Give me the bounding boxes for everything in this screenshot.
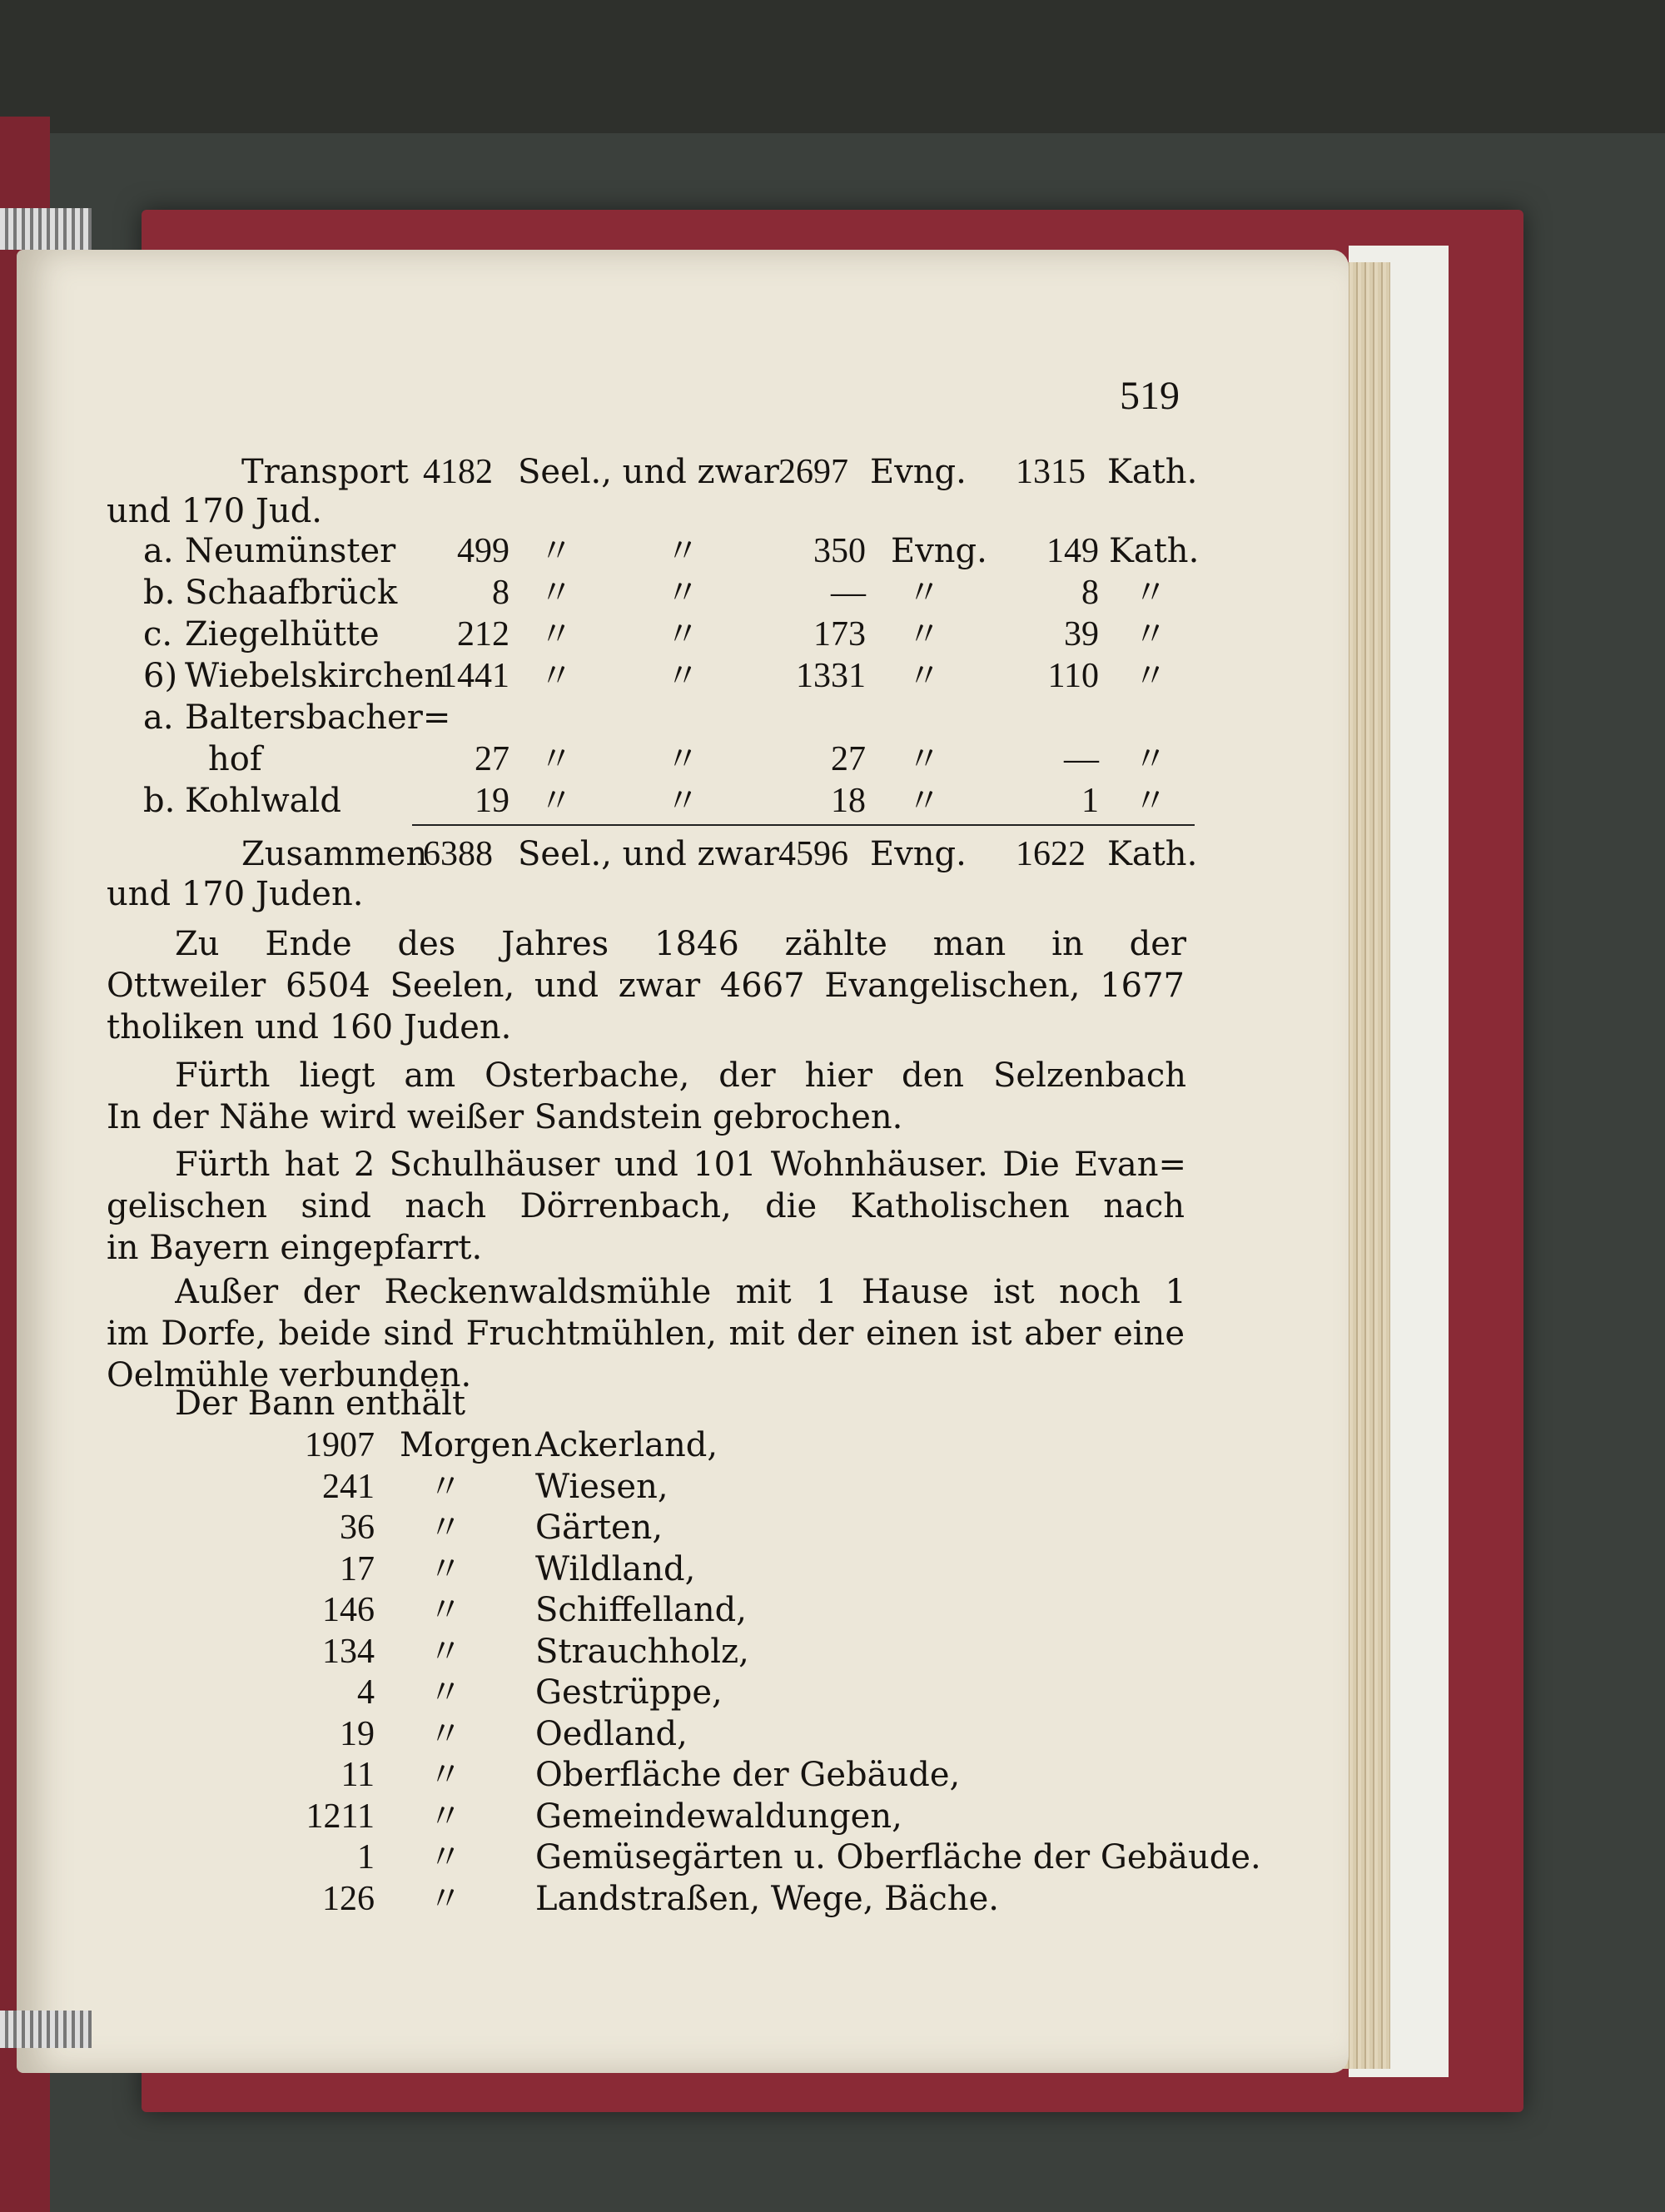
land-name: Gärten, bbox=[535, 1509, 664, 1547]
row-name: Neumünster bbox=[185, 532, 396, 570]
row-total: 1441 bbox=[440, 657, 509, 695]
row-kath-sep: 〃 bbox=[1134, 782, 1167, 820]
row-evng: 27 bbox=[831, 740, 866, 778]
row-evng-sep: 〃 bbox=[907, 782, 941, 820]
row-evng: — bbox=[831, 574, 866, 612]
summary-unit: Seel., und zwar bbox=[518, 835, 779, 873]
row-name: hof bbox=[208, 740, 262, 778]
land-name: Oedland, bbox=[535, 1714, 688, 1753]
land-unit: 〃 bbox=[429, 1467, 462, 1506]
row-ditto-1: 〃 bbox=[539, 574, 573, 612]
land-name: Gestrüppe, bbox=[535, 1673, 723, 1712]
row-kath-sep: 〃 bbox=[1134, 740, 1167, 778]
row-total: 8 bbox=[492, 574, 509, 612]
row-name: Ziegelhütte bbox=[185, 615, 380, 654]
land-amount: 241 bbox=[322, 1467, 375, 1506]
transport-kath-label: Kath. bbox=[1107, 453, 1198, 491]
transport-total: 4182 bbox=[423, 453, 493, 491]
land-unit: 〃 bbox=[429, 1549, 462, 1588]
paragraph-line: tholiken und 160 Juden. bbox=[107, 1008, 512, 1046]
row-total: 212 bbox=[457, 615, 509, 654]
paragraph-line: im Dorfe, beide sind Fruchtmühlen, mit der einen ist aber eine bbox=[107, 1315, 1185, 1353]
row-total: 27 bbox=[475, 740, 509, 778]
land-unit: 〃 bbox=[429, 1673, 462, 1712]
land-name: Wiesen, bbox=[535, 1467, 668, 1506]
spine-threads-bottom bbox=[0, 2011, 92, 2048]
summary-total: 6388 bbox=[423, 835, 493, 873]
row-key: a. bbox=[143, 532, 174, 570]
row-key: c. bbox=[143, 615, 173, 654]
summary-jud-line: und 170 Juden. bbox=[107, 875, 364, 913]
paragraph-line: In der Nähe wird weißer Sandstein gebrochen. bbox=[107, 1098, 903, 1136]
row-evng: 18 bbox=[831, 782, 866, 820]
row-name: Wiebelskirchen bbox=[185, 657, 446, 695]
land-unit: 〃 bbox=[429, 1509, 462, 1547]
land-amount: 17 bbox=[340, 1549, 375, 1588]
row-kath: 39 bbox=[1064, 615, 1099, 654]
paragraph-line: Fürth liegt am Osterbache, der hier den Selzenbach bbox=[175, 1056, 1186, 1095]
land-name: Gemeindewaldungen, bbox=[535, 1797, 902, 1836]
land-amount: 11 bbox=[340, 1756, 375, 1794]
spine-threads-top bbox=[0, 208, 92, 250]
land-unit: 〃 bbox=[429, 1797, 462, 1836]
row-kath-sep: 〃 bbox=[1134, 574, 1167, 612]
row-ditto-1: 〃 bbox=[539, 615, 573, 654]
row-total: 499 bbox=[457, 532, 509, 570]
row-key: b. bbox=[143, 782, 176, 820]
paragraph-line: Ottweiler 6504 Seelen, und zwar 4667 Evangelischen, 1677 bbox=[107, 967, 1185, 1005]
row-ditto-2: 〃 bbox=[666, 574, 699, 612]
summary-evng-label: Evng. bbox=[870, 835, 967, 873]
row-key: b. bbox=[143, 574, 176, 612]
paragraph-line: in Bayern eingepfarrt. bbox=[107, 1229, 483, 1267]
row-ditto-1: 〃 bbox=[539, 740, 573, 778]
land-unit: 〃 bbox=[429, 1591, 462, 1629]
row-name: Kohlwald bbox=[185, 782, 341, 820]
paragraph-line: gelischen sind nach Dörrenbach, die Katholischen nach bbox=[107, 1187, 1185, 1225]
land-name: Ackerland, bbox=[535, 1426, 718, 1464]
row-name: Baltersbacher= bbox=[185, 698, 451, 737]
land-amount: 4 bbox=[357, 1673, 375, 1712]
transport-label: Transport bbox=[241, 453, 409, 491]
transport-unit: Seel., und zwar bbox=[518, 453, 779, 491]
row-kath: 110 bbox=[1047, 657, 1099, 695]
summary-evng: 4596 bbox=[778, 835, 848, 873]
summary-label: Zusammen bbox=[241, 835, 428, 873]
row-kath: 149 bbox=[1046, 532, 1099, 570]
row-evng-sep: 〃 bbox=[907, 657, 941, 695]
land-unit: 〃 bbox=[429, 1714, 462, 1753]
row-ditto-2: 〃 bbox=[666, 782, 699, 820]
land-amount: 1 bbox=[357, 1838, 375, 1876]
land-name: Oberfläche der Gebäude, bbox=[535, 1756, 961, 1794]
land-name: Landstraßen, Wege, Bäche. bbox=[535, 1879, 999, 1918]
row-kath-sep: 〃 bbox=[1134, 615, 1167, 654]
row-kath-sep: Kath. bbox=[1109, 532, 1200, 570]
row-kath-sep: 〃 bbox=[1134, 657, 1167, 695]
land-amount: 1211 bbox=[306, 1797, 375, 1836]
paragraph-line: Fürth hat 2 Schulhäuser und 101 Wohnhäuser. Die Evan= bbox=[175, 1146, 1186, 1184]
row-evng: 350 bbox=[813, 532, 866, 570]
row-key: a. bbox=[143, 698, 174, 737]
row-kath: — bbox=[1064, 740, 1099, 778]
land-amount: 19 bbox=[340, 1714, 375, 1753]
row-ditto-1: 〃 bbox=[539, 532, 573, 570]
row-name: Schaafbrück bbox=[185, 574, 398, 612]
row-ditto-2: 〃 bbox=[666, 532, 699, 570]
transport-evng-label: Evng. bbox=[870, 453, 967, 491]
paragraph-line: Oelmühle verbunden. bbox=[107, 1356, 472, 1394]
land-amount: 146 bbox=[322, 1591, 375, 1629]
land-amount: 1907 bbox=[305, 1426, 375, 1464]
sum-rule bbox=[412, 824, 1195, 826]
row-evng-sep: 〃 bbox=[907, 574, 941, 612]
row-evng: 173 bbox=[813, 615, 866, 654]
row-ditto-2: 〃 bbox=[666, 615, 699, 654]
transport-kath: 1315 bbox=[1016, 453, 1086, 491]
background-top bbox=[0, 0, 1665, 133]
row-ditto-1: 〃 bbox=[539, 657, 573, 695]
summary-kath-label: Kath. bbox=[1107, 835, 1198, 873]
paragraph-line: Zu Ende des Jahres 1846 zählte man in der bbox=[175, 925, 1186, 963]
row-total: 19 bbox=[475, 782, 509, 820]
land-name: Gemüsegärten u. Oberfläche der Gebäude. bbox=[535, 1838, 1261, 1876]
row-kath: 8 bbox=[1081, 574, 1099, 612]
land-name: Wildland, bbox=[535, 1549, 696, 1588]
transport-jud-line: und 170 Jud. bbox=[107, 492, 323, 530]
land-amount: 126 bbox=[322, 1879, 375, 1918]
row-ditto-1: 〃 bbox=[539, 782, 573, 820]
land-unit: 〃 bbox=[429, 1632, 462, 1671]
paragraph-line: Außer der Reckenwaldsmühle mit 1 Hause ist noch 1 bbox=[175, 1273, 1186, 1311]
land-unit: 〃 bbox=[429, 1838, 462, 1876]
row-evng: 1331 bbox=[796, 657, 866, 695]
land-unit: 〃 bbox=[429, 1879, 462, 1918]
land-amount: 134 bbox=[322, 1632, 375, 1671]
row-evng-sep: 〃 bbox=[907, 615, 941, 654]
row-key: 6) bbox=[143, 657, 178, 695]
row-ditto-2: 〃 bbox=[666, 657, 699, 695]
land-unit: 〃 bbox=[429, 1756, 462, 1794]
bann-intro: Der Bann enthält bbox=[175, 1384, 466, 1423]
row-evng-sep: Evng. bbox=[891, 532, 987, 570]
row-ditto-2: 〃 bbox=[666, 740, 699, 778]
summary-kath: 1622 bbox=[1016, 835, 1086, 873]
row-evng-sep: 〃 bbox=[907, 740, 941, 778]
land-name: Schiffelland, bbox=[535, 1591, 747, 1629]
land-amount: 36 bbox=[340, 1509, 375, 1547]
row-kath: 1 bbox=[1081, 782, 1099, 820]
page-number: 519 bbox=[1120, 374, 1180, 418]
land-name: Strauchholz, bbox=[535, 1632, 749, 1671]
transport-evng: 2697 bbox=[778, 453, 848, 491]
land-unit: Morgen bbox=[400, 1426, 533, 1464]
